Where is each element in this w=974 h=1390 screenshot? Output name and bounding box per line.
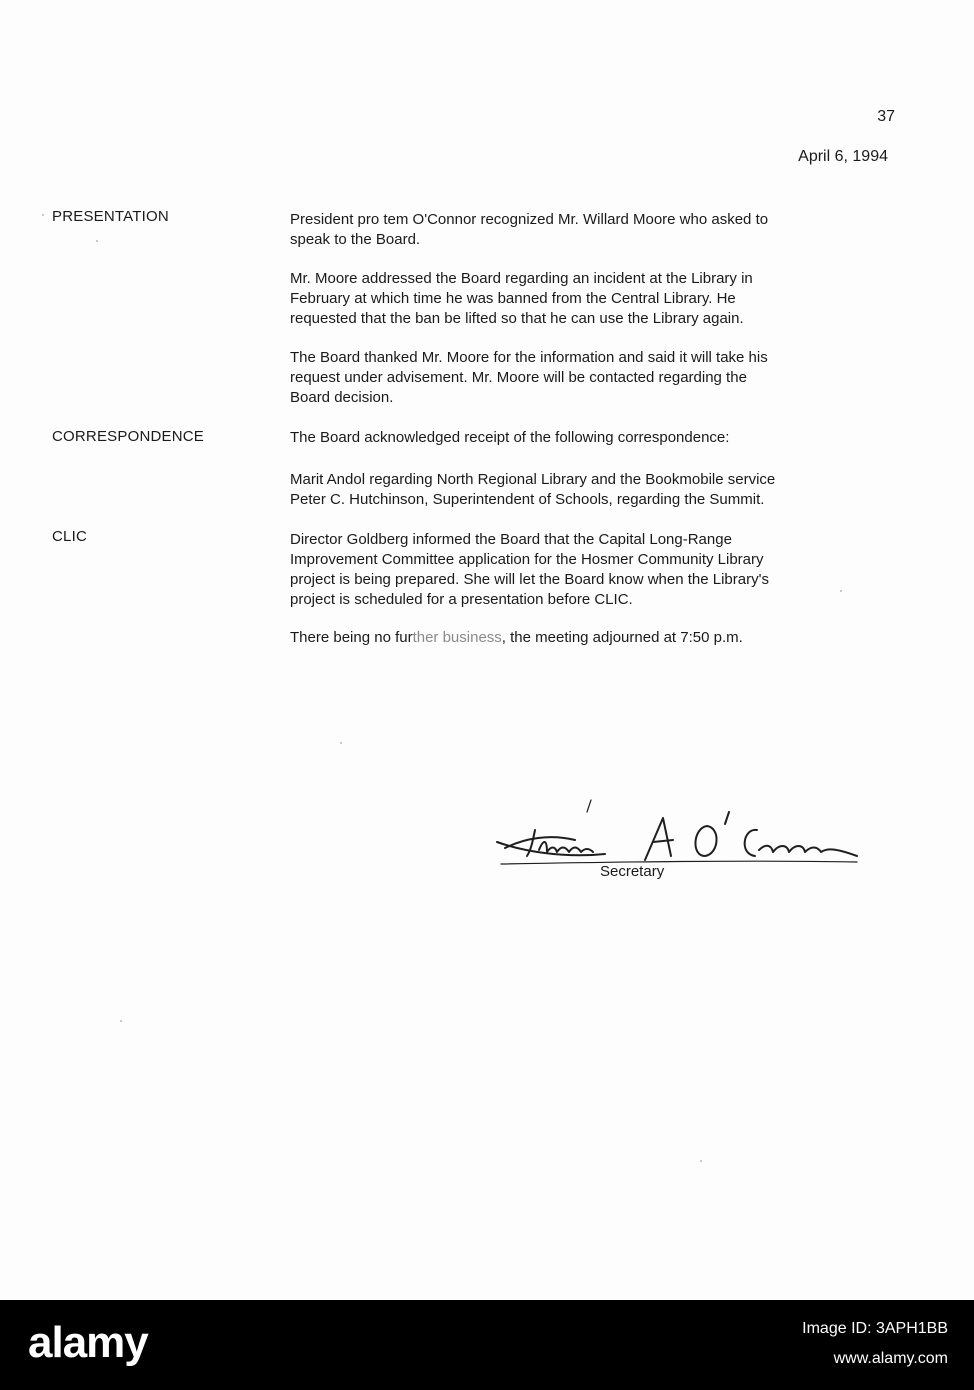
- signature-underline: [501, 861, 857, 864]
- scan-speck: [700, 1160, 702, 1162]
- text-line: President pro tem O'Connor recognized Mr. Willard Moore who asked to: [290, 211, 769, 228]
- text-line: Director Goldberg informed the Board that the Capital Long-Range: [290, 531, 732, 548]
- image-id: Image ID: 3APH1BB: [802, 1320, 948, 1337]
- text-line: Marit Andol regarding North Regional Library and the Bookmobile service: [290, 471, 776, 488]
- text-line: request under advisement. Mr. Moore will be contacted regarding the: [290, 369, 747, 386]
- text-line: project is being prepared. She will let the Board know when the Library's: [290, 571, 769, 588]
- text-line: speak to the Board.: [290, 231, 421, 248]
- signature-stroke: [587, 800, 591, 812]
- signature: [495, 790, 875, 890]
- text-line: Improvement Committee application for the Hosmer Community Library: [290, 551, 764, 568]
- signatory-title: Secretary: [600, 863, 665, 880]
- signature-stroke: [645, 818, 671, 860]
- watermark-url: www.alamy.com: [833, 1350, 948, 1367]
- signature-stroke: [725, 812, 729, 824]
- signature-stroke: [653, 840, 673, 842]
- correspondence-paragraph-2: [290, 470, 880, 510]
- scan-speck: [120, 1020, 122, 1022]
- closing-text-start: There being no fur: [290, 629, 413, 646]
- section-label-clic: CLIC: [52, 528, 87, 545]
- clic-paragraph-1: [290, 530, 880, 610]
- watermark-logo: alamy: [28, 1318, 148, 1367]
- section-label-presentation: PRESENTATION: [52, 208, 169, 225]
- signature-stroke: [695, 826, 716, 856]
- closing-paragraph: [290, 628, 880, 648]
- scan-speck: [840, 590, 842, 592]
- closing-text-faded: ther business: [412, 629, 502, 646]
- page-number: 37: [877, 108, 895, 125]
- text-line: The Board thanked Mr. Moore for the information and said it will take his: [290, 349, 768, 366]
- section-label-correspondence: CORRESPONDENCE: [52, 428, 204, 445]
- meeting-date: April 6, 1994: [798, 148, 888, 165]
- scan-speck: [42, 214, 44, 216]
- correspondence-paragraph-1: [290, 428, 880, 448]
- text-line: Board decision.: [290, 389, 394, 406]
- presentation-paragraph-1: [290, 210, 880, 250]
- handwritten-signature: [495, 790, 875, 890]
- signature-stroke: [759, 846, 857, 856]
- text-line: Mr. Moore addressed the Board regarding an incident at the Library in: [290, 270, 753, 287]
- scan-speck: [96, 240, 98, 242]
- presentation-paragraph-2: [290, 269, 880, 329]
- signature-stroke: [745, 830, 757, 856]
- signature-stroke: [539, 842, 593, 852]
- text-line: requested that the ban be lifted so that he can use the Library again.: [290, 310, 744, 327]
- scan-speck: [340, 742, 342, 744]
- closing-text-end: , the meeting adjourned at 7:50 p.m.: [501, 629, 743, 646]
- presentation-paragraph-3: [290, 348, 880, 408]
- text-line: The Board acknowledged receipt of the following correspondence:: [290, 429, 730, 446]
- text-line: February at which time he was banned from the Central Library. He: [290, 290, 736, 307]
- text-line: project is scheduled for a presentation before CLIC.: [290, 591, 633, 608]
- text-line: [290, 628, 880, 648]
- text-line: Peter C. Hutchinson, Superintendent of Schools, regarding the Summit.: [290, 491, 765, 508]
